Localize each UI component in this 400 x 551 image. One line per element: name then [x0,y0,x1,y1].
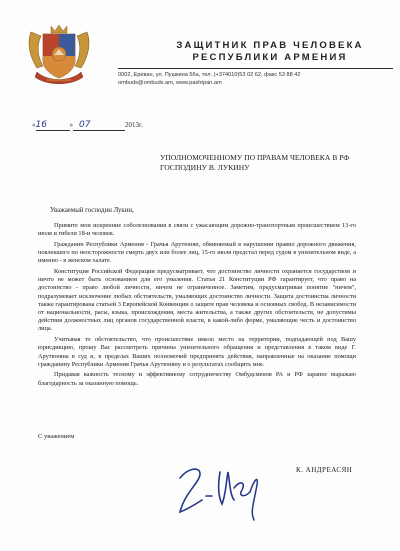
header-divider [118,68,393,69]
recipient-line2: ГОСПОДИНУ В. ЛУКИНУ [160,163,250,172]
date-open-quote: « [32,121,36,129]
org-title [150,40,390,64]
body-paragraph: Учитывая то обстоятельство, что происшествие имело место на территории, подпадающей под Вашу юрисдикцию, прошу Вас рассмотреть причины унизительного обращения и представления в таком виде Г. Арутюняна в суд и, в пределах Ваших полномочий предпринять действия, направленные на оказание помощи гражданину Республики Армения Грачья Арутюняну и о результатах сообщить мне. [38,336,356,368]
address-line: 0002, Ереван, ул. Пушкина 56а, тел. (+374010)53 02 62, факс 53 88 42 [118,72,301,78]
body-paragraph: Гражданин Республики Армения - Грачья Арутюнян, обвиняемый в нарушении правил дорожного движения, повлекшего по неосторожности смерть двух или более лиц, 15-го июля предстал перед судом в унизительном виде, а именно - в женском халате. [38,240,356,265]
org-title-line2: РЕСПУБЛИКИ АРМЕНИЯ [192,52,348,63]
signer-name: К. АНДРЕАСЯН [296,466,353,474]
org-title-line1: ЗАЩИТНИК ПРАВ ЧЕЛОВЕКА [176,40,364,51]
date-day: 16 [36,120,70,131]
date-month: 07 [73,120,125,131]
recipient-line1: УПОЛНОМОЧЕННОМУ ПО ПРАВАМ ЧЕЛОВЕКА В РФ [160,153,350,162]
body-paragraph: Примите мои искренние соболезнования в связи с ужасающим дорожно-транспортным происшествием 13-го июля и гибели 18-и человек. [38,222,356,238]
recipient-block [160,153,390,173]
coat-of-arms-icon [25,22,93,88]
salutation: Уважаемый господин Лукин, [50,207,134,214]
date-close-quote: » [69,121,73,129]
date-year: 2013г. [125,121,143,129]
signature-icon [170,450,270,530]
body-paragraph: Придавая важность тесному и эффективному сотрудничеству Омбудсменов РА и РФ заранее выражаю благодарность за оказанную помощь. [38,371,356,387]
contacts-line: ombuds@ombuds.am, www.pashtpan.am [118,80,222,86]
body-paragraph: Конституция Российской Федерации предусматривает, что достоинство личности охраняется государством и ничто не может быть основанием для его умаления. Статья 21 Конституции РФ гарантирует, что право на достоинство - право любой личности, ничем не ограниченное. Заметим, предусматривая понятие "ничем", подразумевает исключение любых обстоятельств, умаляющих достоинство личности. Защита достоинства личности также гарантирована статьей 3 Европейской Конвенции о защите прав человека и основных свобод. В независимости от национальности, расы, языка, происхождения, места жительства, а также других обстоятельств, не допустимы действия должностных лиц органов государственной власти, в какой-либо форме, умаляющие честь и достоинство лица. [38,268,356,333]
address-block [118,71,398,87]
letter-date [32,120,143,131]
closing-phrase: С уважением [38,433,75,440]
letter-body [38,222,356,390]
